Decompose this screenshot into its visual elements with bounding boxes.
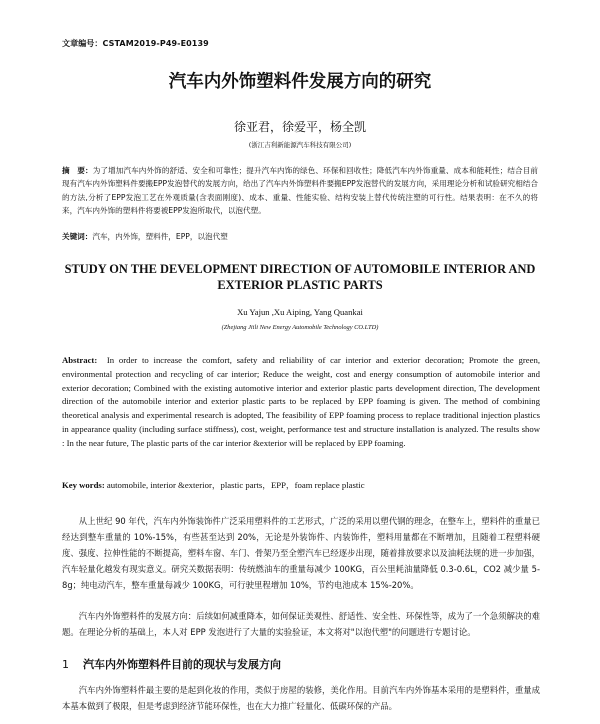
- body-paragraph-2: 汽车内外饰塑料件的发展方向：后续如何减重降本，如何保证美观性、舒适性、安全性、环保性等，成为了一个急须解决的难题。在理论分析的基础上，本人对 EPP 发泡进行了大量的实验验证，本文将对"以泡代塑"的问题进行专题讨论。: [62, 611, 540, 637]
- section-heading-1: [62, 656, 281, 672]
- chinese-abstract-label: 摘 要：: [62, 166, 93, 175]
- body-paragraph-1: 从上世纪 90 年代，汽车内外饰装饰件广泛采用塑料件的工艺形式，广泛的采用以塑代钢的理念，在整车上，塑料件的重量已经达到整车重量的 10%-15%，有些甚至达到 20%，无论是外装饰件、内装饰件，塑料用量都在不断增加，且随着工程塑料硬度、强度、拉伸性能的不断提高，塑料车窗、车门、骨架乃至全塑汽车已经逐步出现，随着排放要求以及油耗法规的进一步加强，汽车轻量化越发有现实意义。研究关数据表明：传统燃油车的重量每减少 100KG，百公里耗油量降低 0.3-0.6L，CO2 减少量 5-8g；纯电动汽车，整车重量每减少 100KG，可行驶里程增加 10%，节约电池成本 15%-20%。: [62, 516, 540, 590]
- chinese-keywords-text: 汽车，内外饰，塑料件，EPP，以泡代塑: [92, 232, 228, 241]
- english-keywords-label: Key words:: [62, 480, 105, 490]
- chinese-abstract: [62, 164, 538, 218]
- english-affiliation: (Zhejiang Jiili New Energy Automobile Technology CO.LTD): [221, 324, 379, 331]
- english-authors: Xu Yajun ,Xu Aiping, Yang Quankai: [237, 307, 363, 317]
- body-paragraph-3: 汽车内外饰塑料件最主要的是起到化妆的作用，类似于房屋的装修，美化作用。目前汽车内外饰基本采用的是塑料件，重量成本基本做到了极限，但是考虑到经济节能环保性，也在大力推广轻量化、低碳环保的产品。: [62, 685, 540, 711]
- english-keywords: [62, 479, 540, 491]
- chinese-keywords-label: 关键词：: [62, 232, 93, 241]
- section-number: 1: [62, 658, 69, 671]
- english-title: STUDY ON THE DEVELOPMENT DIRECTION OF AUTOMOBILE INTERIOR AND EXTERIOR PLASTIC PARTS: [64, 262, 536, 292]
- english-abstract: [62, 354, 540, 451]
- document-number: 文章编号：CSTAM2019-P49-E0139: [62, 39, 209, 48]
- section-title: 汽车内外饰塑料件目前的现状与发展方向: [83, 658, 281, 671]
- english-abstract-label: Abstract:: [62, 355, 98, 365]
- chinese-keywords: [62, 231, 538, 242]
- chinese-title: 汽车内外饰塑料件发展方向的研究: [168, 72, 432, 92]
- chinese-abstract-text: 为了增加汽车内外饰的舒适、安全和可靠性；提升汽车内饰的绿色、环保和回收性；降低汽车内外饰重量、成本和能耗性；结合目前现有汽车内外饰塑料件要搬EPP发泡替代的发展方向，给出了汽车内外饰塑料件要搬EPP发泡替代的发展方向，采用理论分析和试验研究相结合的方法,分析了EPP发泡工艺在外观质量(含表面刚度)、成本、重量、性能实验、结构安装上替代传统注塑的可行性。结果表明：在不久的将来，汽车内外饰的塑料件将要被EPP发泡所取代，以泡代塑。: [62, 166, 538, 216]
- chinese-authors: 徐亚君，徐爱平，杨全凯: [233, 120, 366, 134]
- chinese-affiliation: (浙江吉利新能源汽车科技有限公司): [248, 141, 352, 149]
- english-abstract-text: In order to increase the comfort, safety and reliability of car interior and exterior decoration; Promote the green, environmental protection and recycling of car interior; Reduce the weight, cost and energy consumption of automobile interior and exterior decoration; Combined with the existing automotive interior and exterior plastic parts development direction, The development direction of the automobile interior and exterior plastic parts to be replaced by EPP foaming is given. The method of combining theoretical analysis and experimental research is adopted, The feasibility of EPP foaming process to replace traditional injection plastics in appearance quality (including surface stiffness), cost, weight, performance test and structure installation is analyzed. The results show : In the near future, The plastic parts of the car interior &exterior will be replaced by EPP foaming.: [62, 355, 541, 448]
- english-keywords-text: automobile, interior &exterior，plastic parts，EPP，foam replace plastic: [106, 480, 365, 490]
